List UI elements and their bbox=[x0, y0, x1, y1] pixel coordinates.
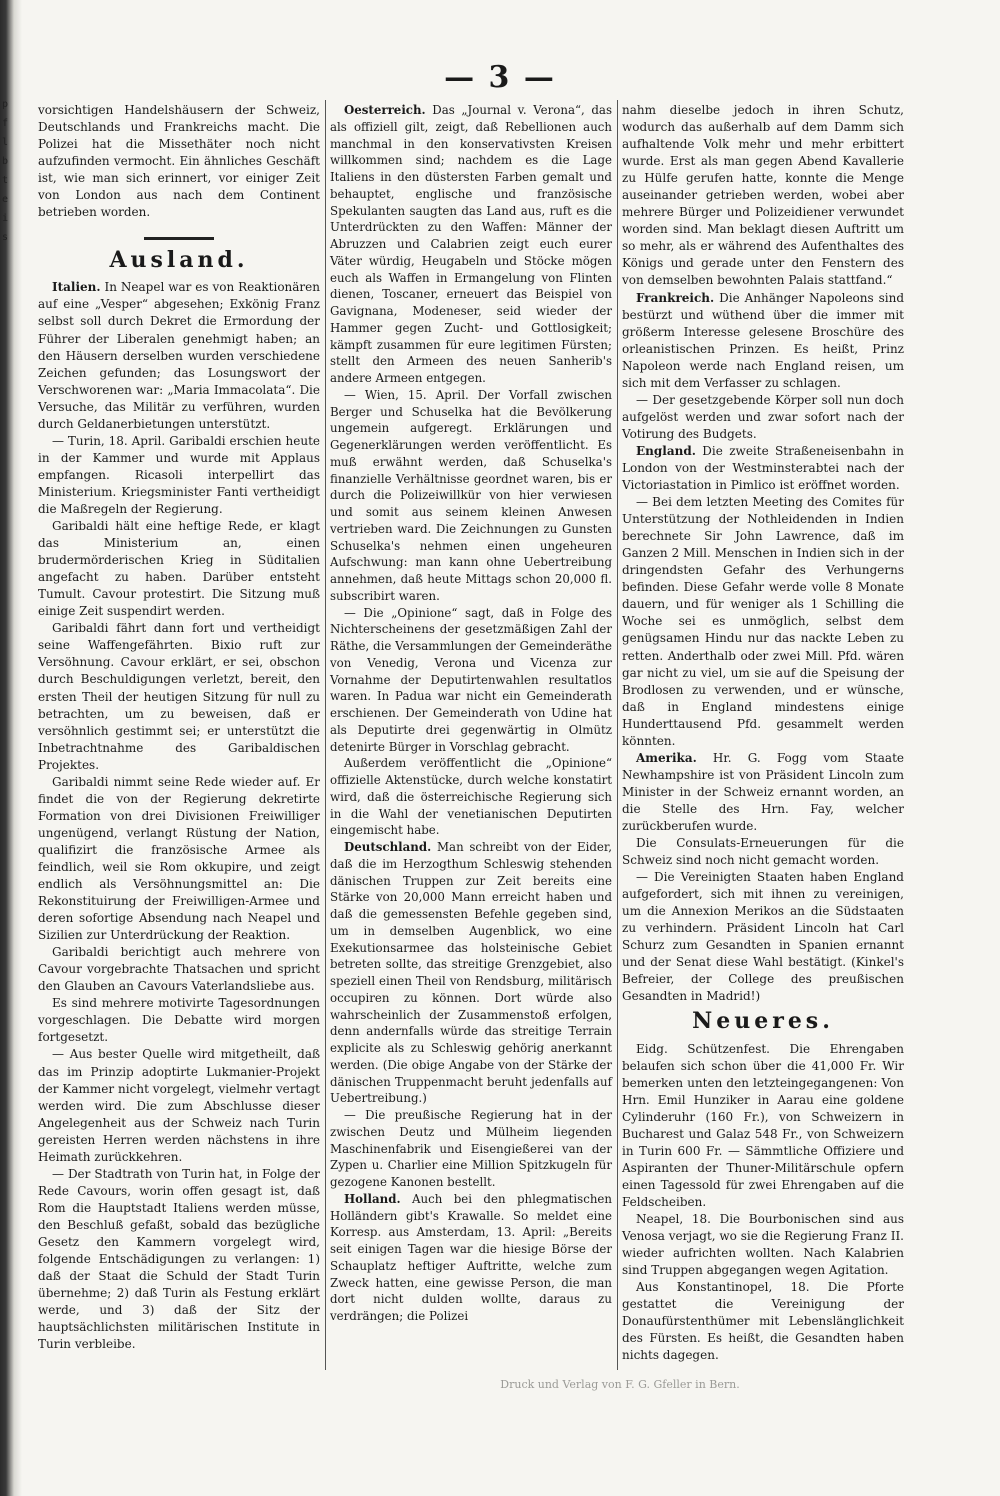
paragraph: — Die Vereinigten Staaten haben England aufgefordert, sich mit ihnen zu vereinigen, um die Annexion Merikos an die Südstaaten zu verhindern. Präsident Lincoln hat Carl Schurz zum Gesandten in Spanien ernannt und der Senat diese Wahl bestätigt. (Kinkel's Befreier, der College des preußischen Gesandten in Madrid!) bbox=[622, 870, 904, 1004]
section-title-ausland: Ausland. bbox=[109, 247, 249, 274]
country-heading: Amerika. bbox=[636, 750, 697, 765]
country-heading: Italien. bbox=[52, 280, 101, 295]
section-divider bbox=[144, 237, 214, 240]
imprint-footer: Druck und Verlag von F. G. Gfeller in Bern. bbox=[500, 1378, 740, 1391]
column-rule-1 bbox=[325, 100, 326, 1370]
article-amerika bbox=[622, 750, 904, 835]
paragraph: — Aus bester Quelle wird mitgetheilt, daß das im Prinzip adoptirte Lukmanier-Projekt der Kammer nicht vorgelegt, vielmehr vertagt werden wird. Die zum Abschlusse dieser Angelegenheit aus der Schweiz nach Turin gereisten Herren werden nächstens in ihre Heimath zurückkehren. bbox=[38, 1047, 320, 1164]
article-oesterreich bbox=[330, 102, 612, 387]
column-1 bbox=[38, 102, 320, 1353]
paragraph: — Der Stadtrath von Turin hat, in Folge der Rede Cavours, worin offen gesagt ist, daß Rom die Hauptstadt Italiens werden müsse, den Beschluß gefaßt, sobald das bezügliche Gesetz den Kammern vorgelegt wird, folgende Entschädigungen zu verlangen: 1) daß der Staat die Schuld der Stadt Turin übernehme; 2) daß Turin als Festung erklärt werde, und 3) daß der Sitz der hauptsächlichsten militärischen Institute in Turin verbleibe. bbox=[38, 1166, 320, 1352]
article-deutschland bbox=[330, 839, 612, 1107]
paragraph: — Turin, 18. April. Garibaldi erschien heute in der Kammer und wurde mit Applaus empfangen. Ricasoli interpellirt das Ministerium. Kriegsminister Fanti vertheidigt die Maßregeln der Regierung. bbox=[38, 433, 320, 516]
paragraph: vorsichtigen Handelshäusern der Schweiz, Deutschlands und Frankreichs macht. Die Polizei hat die Missethäter noch nicht aufzufinden vermocht. Ein ähnliches Geschäft ist, wie man sich erinnert, vor einiger Zeit von London aus nach dem Continent betrieben worden. bbox=[38, 103, 320, 220]
paragraph: Garibaldi fährt dann fort und vertheidigt seine Waffengefährten. Bixio ruft zur Versöhnung. Cavour erklärt, er sei, obschon durch Beschuldigungen verletzt, bereit, den ersten Theil der heutigen Sitzung für null zu betrachten, um zu beweisen, daß er versöhnlich gestimmt sei; er unterstützt die Inbetrachtnahme des Garibaldischen Projektes. bbox=[38, 621, 320, 772]
paragraph: Es sind mehrere motivirte Tagesordnungen vorgeschlagen. Die Debatte wird morgen fortgesetzt. bbox=[38, 996, 320, 1045]
paragraph: Hr. G. Fogg vom Staate Newhampshire ist von Präsident Lincoln zum Minister in der Schweiz ernannt worden, an die Stelle des Hrn. Fay, welcher zurückberufen wurde. bbox=[622, 750, 904, 833]
column-2 bbox=[330, 102, 612, 1325]
paragraph: Man schreibt von der Eider, daß die im Herzogthum Schleswig stehenden dänischen Truppen zur Zeit bereits eine Stärke von 20,000 Mann erreicht haben und daß die gemessensten Befehle gegeben sind, um in demselben Augenblick, wo eine Exekutionsarmee das holsteinische Gebiet betreten sollte, das streitige Grenzgebiet, also speziell einen Theil von Rendsburg, militärisch occupiren zu können. Dort würde also wahrscheinlich der Zusammenstoß erfolgen, denn andernfalls würde das streitige Terrain explicite als zu Schleswig gehörig anerkannt werden. (Die obige Angabe von der Stärke der dänischen Truppenmacht beruht jedenfalls auf Uebertreibung.) bbox=[330, 840, 613, 1106]
country-heading: Holland. bbox=[344, 1191, 401, 1206]
paragraph: Aus Konstantinopel, 18. Die Pforte gestattet die Vereinigung der Donaufürstenthümer mit Lebenslänglichkeit des Fürsten. Es heißt, die Gesandten haben nichts dagegen. bbox=[622, 1280, 904, 1363]
paragraph: — Die „Opinione“ sagt, daß in Folge des Nichterscheinens der gesetzmäßigen Zahl der Räthe, die Versammlungen der Gemeinderäthe von Venedig, Verona und Vicenza zur Vornahme der Deputirtenwahlen resultatlos waren. In Padua war nicht ein Gemeinderath erschienen. Der Gemeinderath von Udine hat als Deputirte drei gegenwärtig in Olmütz detenirte Bürger in Vorschlag gebracht. bbox=[330, 605, 612, 754]
paragraph: Das „Journal v. Verona“, das als offiziell gilt, zeigt, daß Rebellionen auch manchmal in den konservativsten Kreisen willkommen sind; nachdem es die Lage Italiens in den düstersten Farben gemalt und behauptet, englische und französische Spekulanten saugten das Land aus, ruft es die Unterdrückten zu den Waffen: Männer der Abruzzen und Calabrien zeigt euch eurer Väter würdig, Heugabeln und Stöcke mögen euch als Waffen in Ermangelung von Flinten dienen, Toscaner, erneuert das Beispiel von Gavignana, Modeneser, seid wieder der Hammer gegen Zucht- und Gottlosigkeit; kämpft zusammen für eure legitimen Fürsten; stellt den Armeen des neuen Sanherib's andere Armeen entgegen. bbox=[330, 103, 612, 385]
paragraph: Garibaldi berichtigt auch mehrere von Cavour vorgebrachte Thatsachen und spricht den Glauben an Cavours Vaterlandsliebe aus. bbox=[38, 945, 320, 994]
paragraph: Die zweite Straßeneisenbahn in London von der Westminsterabtei nach der Victoriastation in Pimlico ist eröffnet worden. bbox=[622, 443, 904, 493]
country-heading: England. bbox=[636, 443, 696, 458]
page-number: — 3 — bbox=[444, 60, 556, 95]
paragraph: Eidg. Schützenfest. Die Ehrengaben belaufen sich schon über die 41,000 Fr. Wir bemerken unten den letzteingegangenen: Von Hrn. Emil Hunziker in Aarau eine goldene Cylinderuhr (160 Fr.), von Schweizern in Bucharest und Galaz 548 Fr., von Schweizern in Turin 600 Fr. — Sämmtliche Offiziere und Aspiranten der Thuner-Militärschule opfern einen Tagessold für zwei Ehrengaben auf die Feldscheiben. bbox=[622, 1041, 904, 1209]
paragraph: Außerdem veröffentlicht die „Opinione“ offizielle Aktenstücke, durch welche konstatirt wird, daß die österreichische Regierung sich in die Wahl der venetianischen Deputirten eingemischt habe. bbox=[330, 756, 612, 838]
paragraph: — Wien, 15. April. Der Vorfall zwischen Berger und Schuselka hat die Bevölkerung ungemein aufgeregt. Erklärungen und Gegenerklärungen werden veröffentlicht. Es muß erwähnt werden, daß Schuselka's finanzielle Verhältnisse geordnet waren, bis er durch die Polizeiwillkür von hier verwiesen und somit aus seinem kleinen Anwesen vertrieben ward. Die Zeichnungen zu Gunsten Schuselka's nehmen einen ungeheuren Aufschwung: man kann ohne Uebertreibung annehmen, daß heute Mittags schon 20,000 fl. subscribirt waren. bbox=[330, 387, 612, 603]
paragraph: Neapel, 18. Die Bourbonischen sind aus Venosa verjagt, wo sie die Regierung Franz II. wieder aufrichten wollten. Nach Kalabrien sind Truppen abgegangen wegen Agitation. bbox=[622, 1212, 904, 1278]
country-heading: Deutschland. bbox=[344, 840, 432, 854]
paragraph: — Bei dem letzten Meeting des Comites für Unterstützung der Nothleidenden in Indien berechnete Sir John Lawrence, daß im Ganzen 2 Mill. Menschen in Indien sich in der dringendsten Gefahr des Verhungerns befinden. Diese Gefahr werde volle 8 Monate dauern, und für weniger als 1 Schilling die Woche sei es unmöglich, selbst dem genügsamen Hindu nur das nackte Leben zu retten. Anderthalb oder zwei Mill. Pfd. wären gar nicht zu viel, um sie auf die Speisung der Brodlosen zu verwenden, und er wünsche, daß in England mindestens einige Hunderttausend Pfd. gesammelt werden könnten. bbox=[622, 495, 904, 748]
article-holland bbox=[330, 1191, 612, 1325]
paragraph: — Der gesetzgebende Körper soll nun doch aufgelöst werden und zwar sofort nach der Votirung des Budgets. bbox=[622, 392, 904, 441]
paragraph: Die Anhänger Napoleons sind bestürzt und wüthend über die immer mit größerm Interesse gelesene Broschüre des orleanistischen Prinzen. Es heißt, Prinz Napoleon werde nach England reisen, um sich mit dem Verfasser zu schlagen. bbox=[622, 290, 904, 390]
edge-marks: p f l b t e i s bbox=[2, 99, 9, 243]
column-3 bbox=[622, 102, 904, 1364]
paragraph: In Neapel war es von Reaktionären auf eine „Vesper“ abgesehen; Exkönig Franz selbst soll durch Dekret die Ermordung der Führer der Liberalen genehmigt haben; an den Häusern derselben wurden verschiedene Zeichen gefunden; das Losungswort der Verschworenen war: „Maria Immacolata“. Die Versuche, das Militär zu verführen, wurden durch Geldanerbietungen unterstützt. bbox=[38, 280, 320, 431]
paragraph: nahm dieselbe jedoch in ihren Schutz, wodurch das außerhalb auf dem Damm sich aufhaltende Volk mehr und mehr erbittert wurde. Erst als man gegen Abend Kavallerie zu Hülfe gerufen hatte, konnte die Menge auseinander getrieben werden, wobei aber mehrere Bürger und Polizeidiener verwundet worden sind. Man beklagt diesen Auftritt um so mehr, als er während des Aufenthaltes des Königs und gerade unter den Fenstern des von demselben bewohnten Palais stattfand.“ bbox=[622, 103, 904, 288]
section-title-neueres: Neueres. bbox=[692, 1008, 834, 1035]
paragraph: Die Consulats-Erneuerungen für die Schweiz sind noch nicht gemacht worden. bbox=[622, 836, 904, 868]
paragraph: Garibaldi nimmt seine Rede wieder auf. Er findet die von der Regierung dekretirte Formation von drei Divisionen Freiwilliger ungenügend, verlangt Rüstung der Nation, qualifizirt die französische Armee als feindlich, weil sie Rom okkupire, und zeigt endlich als Versöhnungsmittel an: Die Rekonstituirung der Freiwilligen-Armee und deren sofortige Absendung nach Neapel und Sizilien zur Unterdrückung der Reaktion. bbox=[38, 774, 320, 943]
column-rule-2 bbox=[617, 100, 618, 1370]
paragraph: Garibaldi hält eine heftige Rede, er klagt das Ministerium an, einen brudermörderischen Krieg in Süditalien angefacht zu haben. Darüber entsteht Tumult. Cavour protestirt. Die Sitzung muß einige Zeit suspendirt werden. bbox=[38, 519, 320, 619]
paragraph: Auch bei den phlegmatischen Holländern gibt's Krawalle. So meldet eine Korresp. aus Amsterdam, 13. April: „Bereits seit einigen Tagen war die hiesige Börse der Schauplatz heftiger Auftritte, welche zum Zweck hatten, eine gewisse Person, die man dort nicht dulden wollte, daraus zu verdrängen; die Polizei bbox=[330, 1191, 612, 1323]
article-frankreich bbox=[622, 290, 904, 392]
article-italien bbox=[38, 279, 320, 432]
article-england bbox=[622, 443, 904, 494]
paragraph: — Die preußische Regierung hat in der zwischen Deutz und Mülheim liegenden Maschinenfabrik und Eisengießerei van der Zypen u. Charlier eine Million Spitzkugeln für gezogene Kanonen bestellt. bbox=[330, 1108, 612, 1189]
country-heading: Frankreich. bbox=[636, 290, 715, 305]
country-heading: Oesterreich. bbox=[344, 103, 426, 117]
